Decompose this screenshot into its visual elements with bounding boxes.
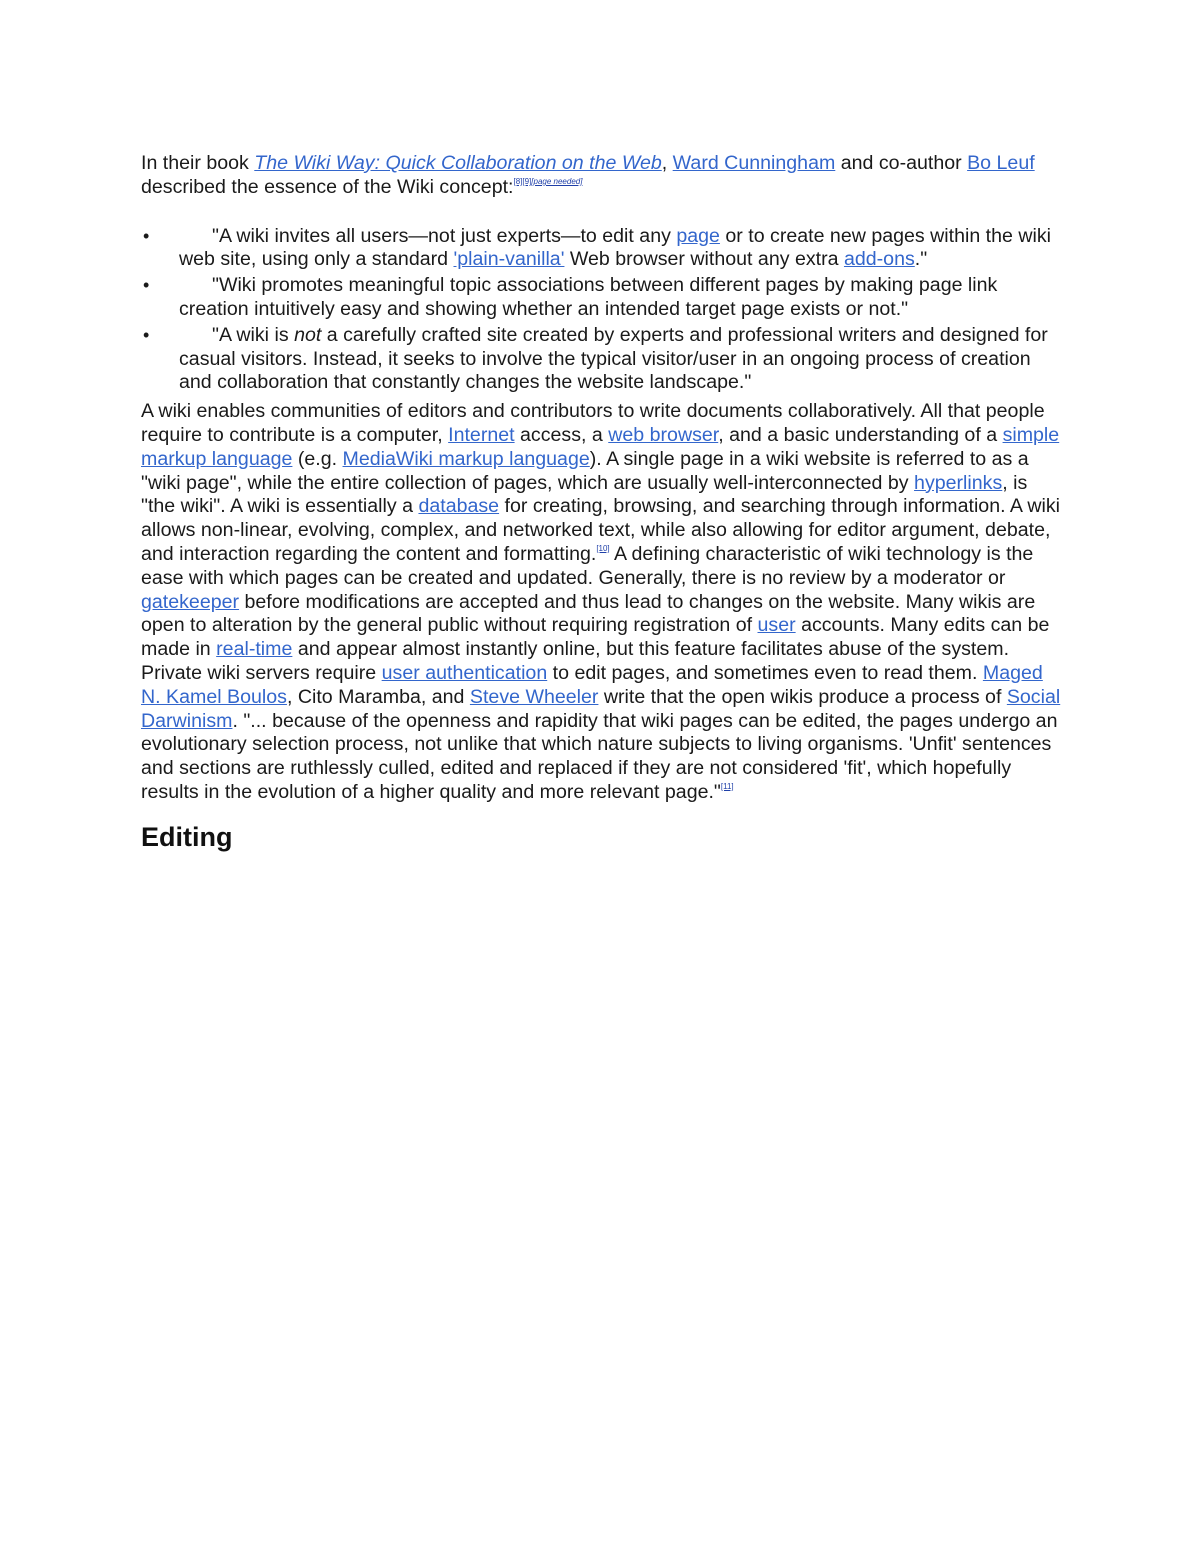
link-gatekeeper[interactable]: gatekeeper bbox=[141, 590, 240, 613]
document-page bbox=[141, 152, 1066, 853]
section-heading-editing: Editing bbox=[141, 821, 233, 852]
citation-10[interactable]: [10] bbox=[596, 543, 610, 553]
bullet-icon: • bbox=[143, 225, 150, 246]
link-page[interactable]: page bbox=[676, 224, 720, 247]
quote-list bbox=[141, 225, 1066, 396]
link-steve-wheeler[interactable]: Steve Wheeler bbox=[469, 685, 599, 708]
link-web-browser[interactable]: web browser bbox=[608, 423, 719, 446]
citation-page-needed[interactable]: [page needed] bbox=[531, 176, 583, 186]
link-book-title[interactable]: The Wiki Way: Quick Collaboration on the Web bbox=[254, 152, 662, 174]
link-maged-kamel-boulos[interactable]: Maged N. Kamel Boulos bbox=[141, 661, 1043, 708]
intro-paragraph: In their book The Wiki Way: Quick Collaboration on the Web, Ward Cunningham and co-author Bo Leuf described the essence of the Wiki concept:[8][9][page needed] bbox=[141, 152, 1035, 198]
link-simple-markup-language[interactable]: simple markup language bbox=[141, 423, 1060, 470]
link-database[interactable]: database bbox=[418, 495, 500, 518]
link-user-authentication[interactable]: user authentication bbox=[381, 661, 548, 684]
link-social-darwinism[interactable]: Social Darwinism bbox=[141, 685, 1061, 732]
list-item: • "A wiki is not a carefully crafted site created by experts and professional writers and designed for casual visitors. Instead, it seeks to involve the typical visitor/user in an ongoing process of creation and collaboration that constantly changes the website landscape." bbox=[143, 323, 1048, 394]
link-hyperlinks[interactable]: hyperlinks bbox=[914, 471, 1003, 494]
link-internet[interactable]: Internet bbox=[448, 423, 515, 446]
link-mediawiki-markup[interactable]: MediaWiki markup language bbox=[342, 447, 590, 470]
citation-8-9[interactable]: [8][9][page needed] bbox=[513, 176, 583, 186]
list-item: • "A wiki invites all users—not just experts—to edit any page or to create new pages within the wiki web site, using only a standard 'plain-vanilla' Web browser without any extra add-ons." bbox=[143, 224, 1052, 271]
bullet-icon: • bbox=[143, 275, 150, 296]
list-item: • "Wiki promotes meaningful topic associations between different pages by making page link creation intuitively easy and showing whether an intended target page exists or not." bbox=[143, 274, 998, 320]
link-user[interactable]: user bbox=[757, 614, 796, 637]
link-ward-cunningham[interactable]: Ward Cunningham bbox=[672, 152, 836, 174]
link-bo-leuf[interactable]: Bo Leuf bbox=[967, 152, 1035, 174]
link-add-ons[interactable]: add-ons bbox=[843, 248, 915, 271]
link-real-time[interactable]: real-time bbox=[216, 638, 293, 661]
citation-11[interactable]: [11] bbox=[720, 781, 734, 791]
bullet-icon: • bbox=[143, 324, 150, 345]
body-paragraph: A wiki enables communities of editors and contributors to write documents collaboratively. All that people require to contribute is a computer, Internet access, a web browser, and a basic understanding of a simple markup language (e.g. MediaWiki markup language). A single page in a wiki website is referred to as a "wiki page", while the entire collection of pages, which are usually well-interconnected by hyperlinks, is "the wiki". A wiki is essentially a database for creating, browsing, and searching through information. A wiki allows non-linear, evolving, complex, and networked text, while also allowing for editor argument, debate, and interaction regarding the content and formatting.[10] A defining characteristic of wiki technology is the ease with which pages can be created and updated. Generally, there is no review by a moderator or gatekeeper before modifications are accepted and thus lead to changes on the website. Many wikis are open to alteration by the general public without requiring registration of user accounts. Many edits can be made in real-time and appear almost instantly online, but this feature facilitates abuse of the system. Private wiki servers require user authentication to edit pages, and sometimes even to read them. Maged N. Kamel Boulos, Cito Maramba, and Steve Wheeler write that the open wikis produce a process of Social Darwinism. "... because of the openness and rapidity that wiki pages can be edited, the pages undergo an evolutionary selection process, not unlike that which nature subjects to living organisms. 'Unfit' sentences and sections are ruthlessly culled, edited and replaced if they are not considered 'fit', which hopefully results in the evolution of a higher quality and more relevant page."[11] bbox=[141, 400, 1061, 803]
link-plain-vanilla[interactable]: 'plain-vanilla' bbox=[453, 248, 565, 271]
